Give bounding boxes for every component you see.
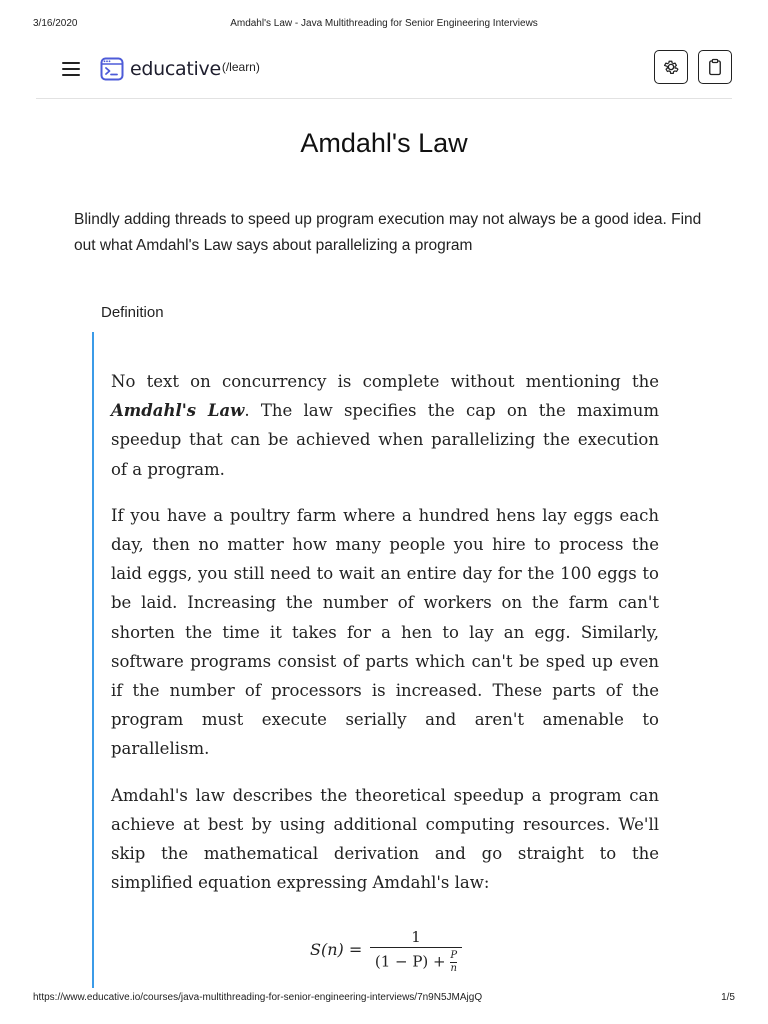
paragraph-intro-start: No text on concurrency is complete without mentioning the [111, 372, 659, 391]
clipboard-button[interactable] [698, 50, 732, 84]
clipboard-icon [706, 58, 724, 76]
logo-text: educative [130, 58, 221, 80]
formula-small-fraction [450, 951, 457, 974]
formula-numerator: 1 [411, 928, 421, 946]
amdahls-law-emphasis: Amdahl's Law [111, 401, 245, 421]
formula-fraction [370, 928, 462, 974]
formula-small-numerator: P [450, 950, 458, 961]
educative-logo-icon [100, 57, 124, 81]
educative-logo-link[interactable] [100, 55, 260, 83]
lesson-summary: Blindly adding threads to speed up program execution may not always be a good idea. Find out what Amdahl's Law says about parallelizing a program [74, 211, 702, 254]
print-date: 3/16/2020 [33, 18, 78, 29]
paragraph-law-description: Amdahl's law describes the theoretical speedup a program can achieve at best by using additional computing resources. We'll skip the mathematical derivation and go straight to the simplified equation expressing Amdahl's law: [111, 785, 659, 893]
gear-icon [662, 58, 680, 76]
fraction-bar [370, 947, 462, 948]
print-page-number: 1/5 [721, 992, 735, 1003]
top-navigation-bar [36, 48, 732, 99]
hamburger-menu-icon[interactable] [62, 62, 80, 76]
paragraph-poultry-analogy: If you have a poultry farm where a hundred hens lay eggs each day, then no matter how many people you hire to process the laid eggs, you still need to wait an entire day for the 100 eggs to be laid. Increasing the number of workers on the farm can't shorten the time it takes for a hen to lay an egg. Similarly, software programs consist of parts which can't be sped up even if the number of processors is increased. These parts of the program must execute serially and aren't amenable to parallelism. [111, 505, 659, 759]
lesson-title: Amdahl's Law [300, 128, 468, 158]
settings-button[interactable] [654, 50, 688, 84]
formula-denominator-text: (1 − P) + [374, 952, 446, 971]
print-url: https://www.educative.io/courses/java-multithreading-for-senior-engineering-interviews/7n9N5JMAjgQ [33, 992, 483, 1003]
print-header [0, 18, 768, 32]
formula-lhs: S(n) = [310, 940, 363, 959]
formula-small-denominator: n [450, 963, 457, 974]
print-page-title: Amdahl's Law - Java Multithreading for Senior Engineering Interviews [230, 18, 538, 29]
paragraph-intro [111, 367, 659, 484]
lesson-content [111, 367, 659, 914]
formula-denominator [370, 951, 462, 974]
blockquote-bar [92, 332, 94, 988]
logo-suffix: (/learn) [221, 60, 260, 74]
paragraph-intro-end: . The law specifies the cap on the maximum speedup that can be achieved when parallelizing the execution of a program. [111, 401, 659, 479]
print-footer [0, 992, 768, 1006]
section-label-definition: Definition [101, 304, 164, 321]
